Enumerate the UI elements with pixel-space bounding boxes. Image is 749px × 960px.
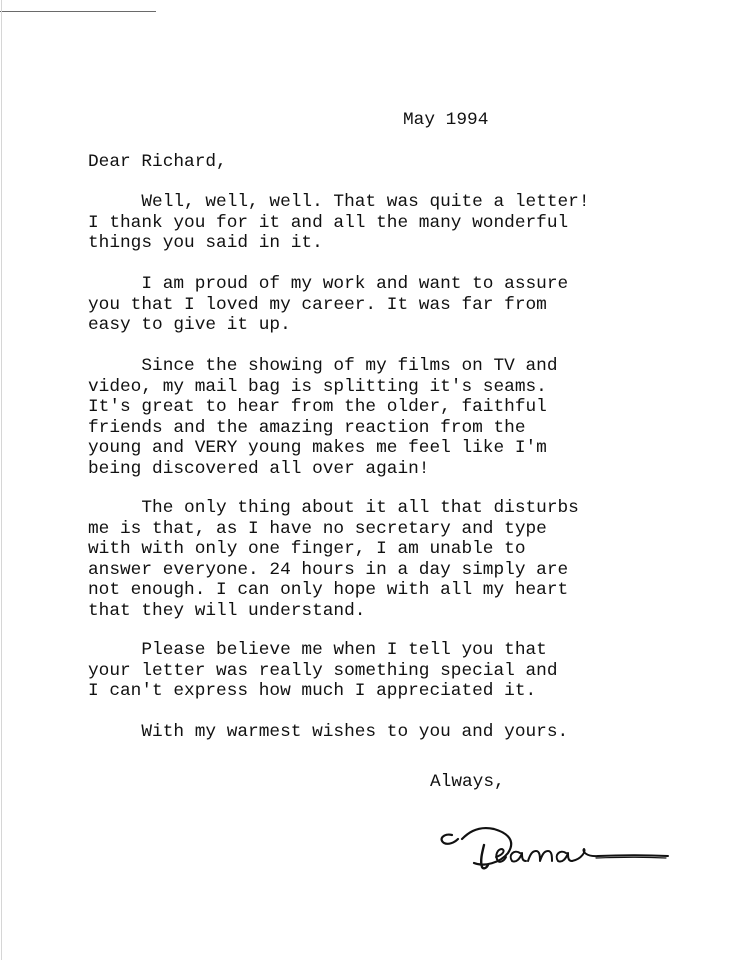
scan-edge-line [1,0,2,960]
scan-edge-line [0,11,156,12]
letter-paragraph: Well, well, well. That was quite a letter! I thank you for it and all the many wonderful things you said in it. [88,192,590,254]
letter-paragraph: The only thing about it all that disturbs me is that, as I have no secretary and type with with only one finger, I am unable to answer everyone. 24 hours in a day simply are not enough. I can only hope with all my heart that they will understand. [88,498,579,621]
letter-paragraph: I am proud of my work and want to assure you that I loved my career. It was far from easy to give it up. [88,274,569,336]
letter-paragraph: Since the showing of my films on TV and video, my mail bag is splitting it's seams. It's great to hear from the older, faithful friends and the amazing reaction from the young and VERY young makes me feel like I'm being discovered all over again! [88,356,558,479]
handwritten-signature [436,815,672,877]
letter-paragraph: With my warmest wishes to you and yours. [88,722,569,742]
letter-paragraph: Please believe me when I tell you that your letter was really something special and I can't express how much I appreciated it. [88,640,558,702]
letter-salutation: Dear Richard, [88,152,227,172]
letter-closing: Always, [430,772,505,792]
letter-date: May 1994 [403,110,489,130]
